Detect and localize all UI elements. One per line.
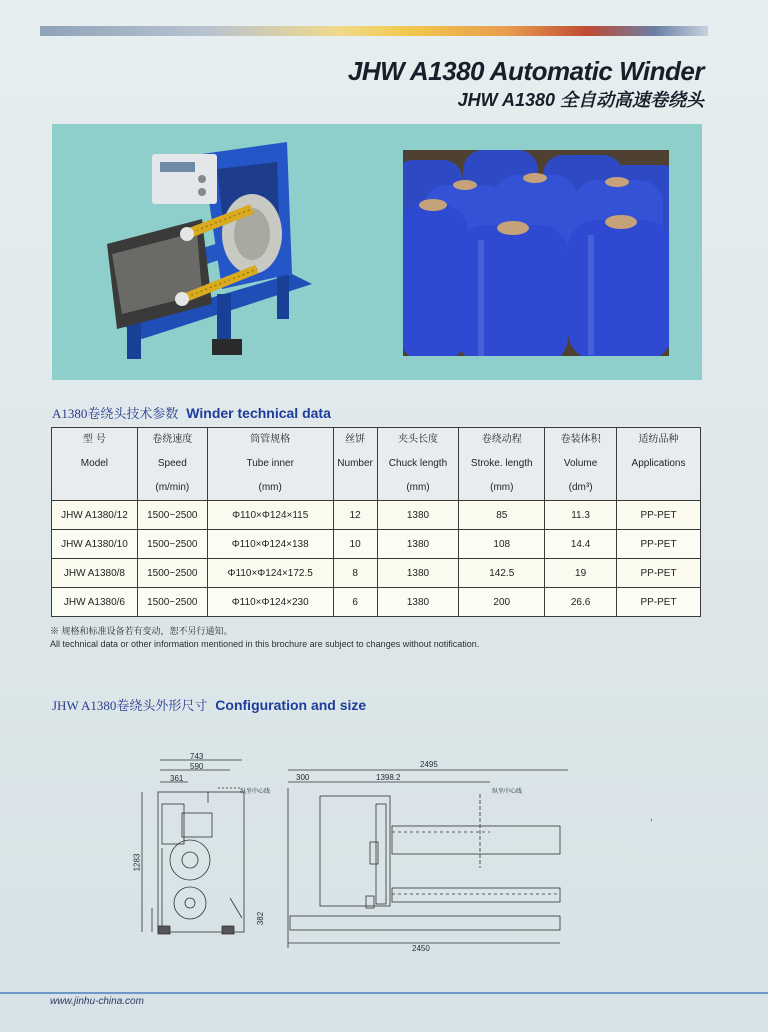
spec-col-header (617, 428, 701, 501)
table-cell: PP-PET (617, 501, 701, 530)
side-centerline-label: 纵坐中心线 (492, 789, 523, 795)
spec-col-header (52, 428, 138, 501)
table-cell: JHW A1380/10 (52, 530, 138, 559)
scan-mark: , (650, 812, 653, 823)
technical-heading-cn: A1380卷绕头技术参数 (52, 406, 179, 421)
spec-header-en: Tube inner (246, 458, 294, 469)
dim-1283: 1283 (132, 853, 142, 872)
configuration-heading (52, 695, 366, 714)
table-cell: 85 (459, 501, 545, 530)
side-view (288, 770, 568, 948)
table-cell: 8 (333, 559, 377, 588)
header-color-bar (40, 26, 708, 36)
spec-header-en: Model (80, 458, 109, 469)
winder-machine-photo (52, 124, 382, 380)
spec-col-header (545, 428, 617, 501)
table-cell: 1500~2500 (137, 559, 207, 588)
spec-header-cn: 适纺品种 (638, 434, 679, 445)
spec-header-en: Chuck length (388, 458, 448, 469)
table-cell: Φ110×Φ124×172.5 (207, 559, 333, 588)
yarn-bobbins-photo (403, 150, 669, 356)
table-cell: Φ110×Φ124×230 (207, 588, 333, 617)
front-centerline-label: 纵坐中心线 (240, 789, 271, 795)
table-cell: 1500~2500 (137, 501, 207, 530)
table-cell: 12 (333, 501, 377, 530)
footer-rule (0, 992, 768, 994)
spec-header-unit: (m/min) (155, 482, 190, 493)
spec-header-unit: (dm³) (568, 482, 593, 493)
table-cell: Φ110×Φ124×138 (207, 530, 333, 559)
page-subtitle-cn: JHW A1380 全自动高速卷绕头 (457, 90, 704, 110)
spec-header-cn: 夹头长度 (397, 434, 438, 445)
table-cell: Φ110×Φ124×115 (207, 501, 333, 530)
configuration-heading-cn: JHW A1380卷绕头外形尺寸 (52, 698, 208, 713)
dim-382: 382 (256, 911, 266, 926)
table-cell: 142.5 (459, 559, 545, 588)
dim-743: 743 (190, 752, 204, 761)
spec-header-cn: 筒管规格 (250, 434, 291, 445)
dim-300: 300 (296, 773, 310, 782)
spec-body (52, 501, 701, 617)
table-cell: 10 (333, 530, 377, 559)
technical-data-heading (52, 403, 331, 422)
spec-header-en: Applications (631, 458, 686, 469)
table-cell: 1380 (377, 530, 459, 559)
table-cell: 108 (459, 530, 545, 559)
table-cell: 1380 (377, 501, 459, 530)
spec-header-unit: (mm) (258, 482, 282, 493)
table-cell: 1380 (377, 588, 459, 617)
table-row (52, 559, 701, 588)
spec-header-cn: 卷绕速度 (152, 434, 193, 445)
spec-col-header (207, 428, 333, 501)
product-photo-panel (52, 124, 702, 380)
table-cell: 200 (459, 588, 545, 617)
dim-361: 361 (170, 774, 184, 783)
table-cell: 1380 (377, 559, 459, 588)
table-cell: 6 (333, 588, 377, 617)
dim-2495: 2495 (420, 760, 438, 769)
spec-header-en: Stroke. length (470, 458, 533, 469)
spec-col-header (333, 428, 377, 501)
footer-url: www.jinhu-china.com (50, 996, 144, 1007)
spec-header-en: Volume (563, 458, 598, 469)
spec-header-en: Speed (157, 458, 187, 469)
table-cell: 1500~2500 (137, 588, 207, 617)
spec-header-cn: 卷装体积 (560, 434, 601, 445)
table-cell: JHW A1380/6 (52, 588, 138, 617)
configuration-heading-en: Configuration and size (215, 697, 367, 713)
configuration-drawing (130, 748, 580, 960)
spec-header-en: Number (337, 458, 373, 469)
dim-1398: 1398.2 (376, 773, 401, 782)
table-cell: 19 (545, 559, 617, 588)
table-row (52, 588, 701, 617)
dim-590: 590 (190, 762, 204, 771)
table-cell: 1500~2500 (137, 530, 207, 559)
note-en: All technical data or other information mentioned in this brochure are subject to changes without notification. (50, 639, 480, 649)
spec-header-row (52, 428, 701, 501)
spec-col-header (137, 428, 207, 501)
spec-header-unit: (mm) (490, 482, 514, 493)
note-cn: ※ 规格和标准设备若有变动，恕不另行通知。 (50, 626, 233, 636)
notes (50, 625, 479, 651)
table-cell: 26.6 (545, 588, 617, 617)
spec-table (51, 427, 701, 617)
table-cell: JHW A1380/12 (52, 501, 138, 530)
spec-header-unit: (mm) (406, 482, 430, 493)
table-row (52, 530, 701, 559)
table-cell: JHW A1380/8 (52, 559, 138, 588)
table-cell: PP-PET (617, 559, 701, 588)
page-title: JHW A1380 Automatic Winder (347, 56, 704, 86)
dim-2450: 2450 (412, 944, 430, 953)
spec-header-cn: 丝饼 (345, 434, 366, 445)
table-cell: PP-PET (617, 588, 701, 617)
spec-col-header (377, 428, 459, 501)
table-cell: PP-PET (617, 530, 701, 559)
spec-col-header (459, 428, 545, 501)
table-row (52, 501, 701, 530)
table-cell: 14.4 (545, 530, 617, 559)
table-cell: 11.3 (545, 501, 617, 530)
front-view (142, 760, 244, 934)
technical-heading-en: Winder technical data (186, 405, 331, 421)
spec-header-cn: 卷绕动程 (481, 434, 522, 445)
spec-header-cn: 型 号 (83, 434, 106, 445)
